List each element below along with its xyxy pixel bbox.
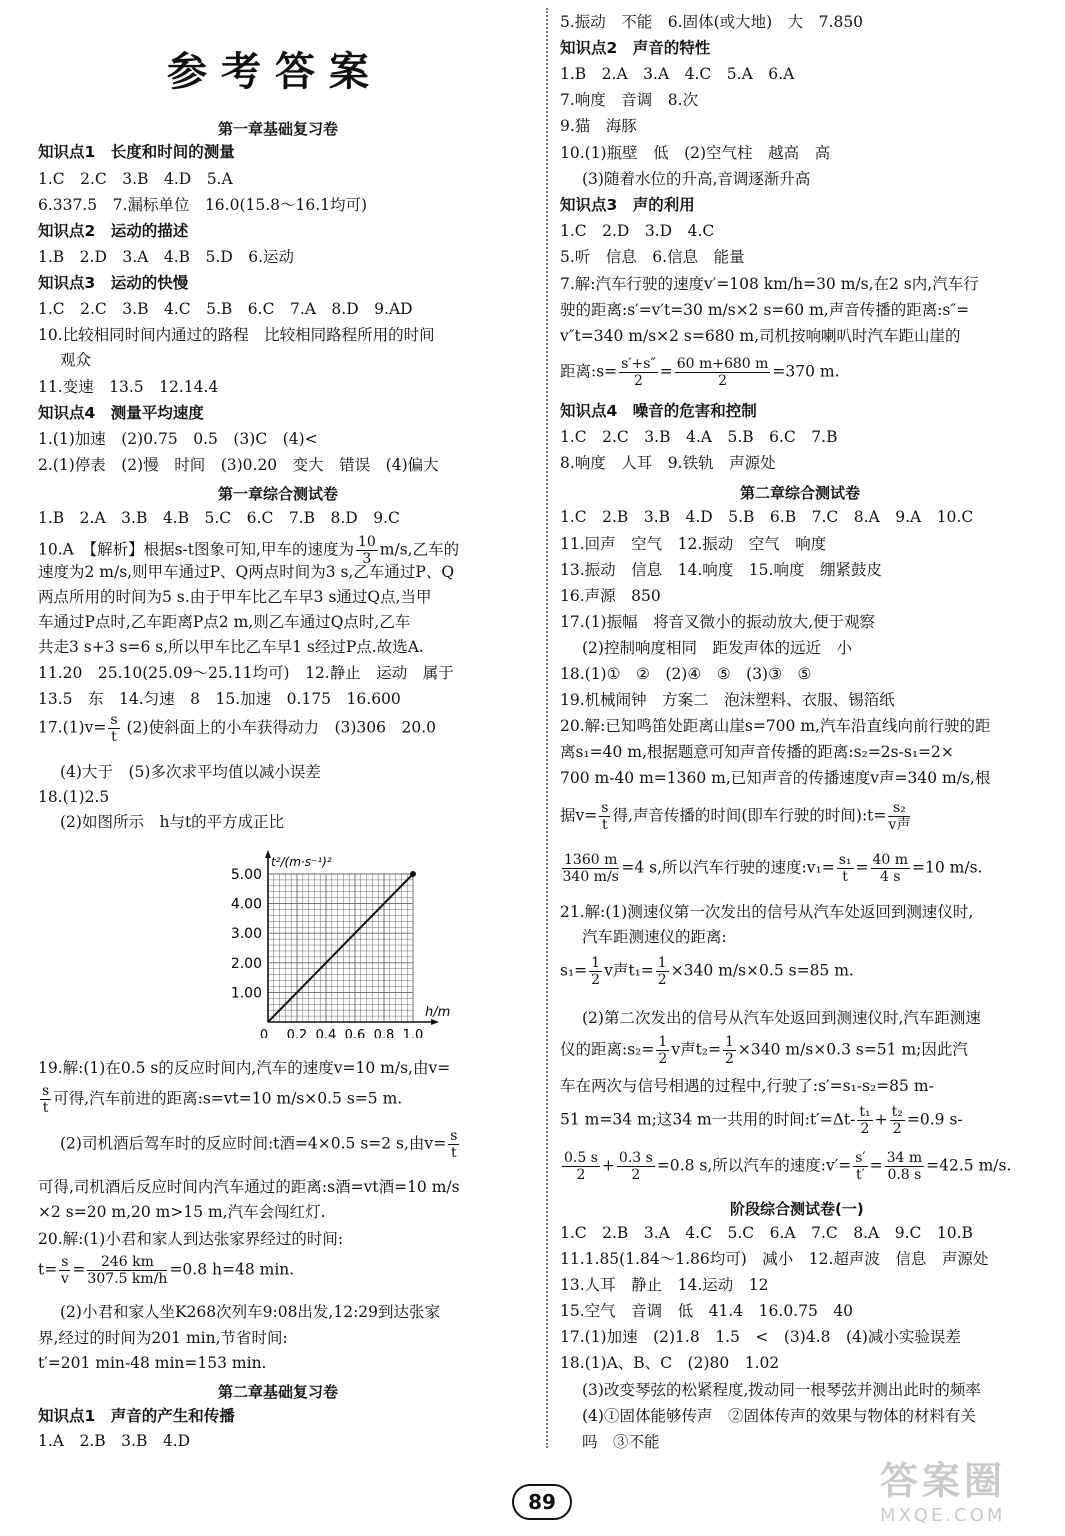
y-axis-label: t²/(m·s⁻¹)² xyxy=(271,855,332,869)
section-title: 第二章基础复习卷 xyxy=(218,1383,339,1401)
answer-line: 10.(1)瓶壁 低 (2)空气柱 越高 高 xyxy=(560,144,831,162)
answer-line: 11.变速 13.5 12.14.4 xyxy=(38,378,219,396)
fraction xyxy=(448,1128,459,1161)
answer-line: 离s₁=40 m,根据题意可知声音传播的距离:s₂=2s-s₁=2× xyxy=(560,743,954,761)
denominator: 2 xyxy=(633,373,643,389)
y-tick-label: 2.00 xyxy=(230,955,262,972)
numerator: 1 xyxy=(658,1034,668,1050)
answer-line xyxy=(38,1254,294,1287)
numerator: 1360 m xyxy=(564,852,618,868)
answer-line: 19.解:(1)在0.5 s的反应时间内,汽车的速度v=10 m/s,由v= xyxy=(38,1059,451,1077)
answer-line: 7.解:汽车行驶的速度v′=108 km/h=30 m/s,在2 s内,汽车行 xyxy=(560,275,979,293)
answer-line: 观众 xyxy=(60,351,92,369)
x-tick-label: 1.0 xyxy=(402,1028,424,1038)
fraction xyxy=(871,852,911,885)
numerator: s xyxy=(601,800,609,816)
answer-line: 18.(1)① ② (2)④ ⑤ (3)③ ⑤ xyxy=(560,665,812,683)
answer-line: 19.机械闹钟 方案二 泡沫塑料、衣服、锡箔纸 xyxy=(560,691,895,709)
answer-line: (3)随着水位的升高,音调逐渐升高 xyxy=(582,170,811,188)
y-tick-label: 5.00 xyxy=(230,867,262,883)
fraction xyxy=(837,852,854,885)
fraction xyxy=(656,955,669,988)
numerator: 10 xyxy=(357,534,376,550)
knowledge-point-heading: 知识点2 声音的特性 xyxy=(560,39,711,57)
answer-line: (2)小君和家人坐K268次列车9:08出发,12:29到达张家 xyxy=(60,1303,441,1321)
answer-line: 6.337.5 7.漏标单位 16.0(15.8～16.1均可) xyxy=(38,196,368,214)
text: 可得,汽车前进的距离:s=vt=10 m/s×0.5 s=5 m. xyxy=(53,1089,403,1108)
denominator: t xyxy=(111,729,117,745)
answer-line: 700 m-40 m=1360 m,已知声音的传播速度v声=340 m/s,根 xyxy=(560,769,991,787)
denominator: 0.8 s xyxy=(887,1167,922,1183)
answer-line: 9.猫 海豚 xyxy=(560,117,637,135)
fraction xyxy=(562,852,619,885)
knowledge-point-heading: 知识点2 运动的描述 xyxy=(38,222,189,240)
fraction xyxy=(40,1083,51,1116)
numerator: s xyxy=(61,1254,69,1270)
answer-line: 11.1.85(1.84～1.86均可) 减小 12.超声波 信息 声源处 xyxy=(560,1250,989,1268)
answer-line xyxy=(38,1083,402,1116)
answer-line: 车通过P点时,乙车距离P点2 m,则乙车通过Q点时,乙车 xyxy=(38,613,411,631)
answer-line: 18.(1)A、B、C (2)80 1.02 xyxy=(560,1354,780,1372)
text: + xyxy=(601,1156,615,1175)
denominator: 2 xyxy=(658,1051,668,1067)
numerator: s xyxy=(450,1128,458,1144)
text: =4 s,所以汽车行驶的速度:v₁= xyxy=(621,858,835,877)
numerator: 1 xyxy=(591,955,601,971)
denominator: 2 xyxy=(725,1051,734,1067)
knowledge-point-heading: 知识点4 噪音的危害和控制 xyxy=(560,402,757,420)
answer-line: 5.振动 不能 6.固体(或大地) 大 7.850 xyxy=(560,13,864,31)
numerator: t₂ xyxy=(891,1104,903,1120)
numerator: t₁ xyxy=(859,1104,871,1120)
text: t= xyxy=(38,1260,58,1279)
answer-line: 17.(1)振幅 将音叉微小的振动放大,便于观察 xyxy=(560,613,876,631)
numerator: s′+s″ xyxy=(621,356,656,372)
answer-line: 18.(1)2.5 xyxy=(38,788,110,806)
x-tick-label: 0.4 xyxy=(315,1028,337,1038)
answer-line: 1.B 2.A 3.B 4.B 5.C 6.C 7.B 8.D 9.C xyxy=(38,509,400,527)
x-tick-label: 0.2 xyxy=(286,1028,308,1038)
text: v声t₂= xyxy=(671,1040,721,1059)
answer-line: 1.A 2.B 3.B 4.D xyxy=(38,1432,191,1450)
text: =370 m. xyxy=(772,362,840,381)
answer-line: 10.比较相同时间内通过的路程 比较相同路程所用的时间 xyxy=(38,326,435,344)
text: =0.8 s,所以汽车的速度:v′= xyxy=(656,1156,852,1175)
knowledge-point-heading: 知识点3 运动的快慢 xyxy=(38,274,189,292)
data-point xyxy=(410,871,416,877)
text: v声t₁= xyxy=(604,961,654,980)
answer-line: 1.C 2.B 3.B 4.D 5.B 6.B 7.C 8.A 9.A 10.C xyxy=(560,508,974,526)
watermark-logo xyxy=(880,1450,1050,1530)
numerator: s xyxy=(110,712,118,728)
section-title: 阶段综合测试卷(一) xyxy=(730,1200,864,1218)
denominator: 2 xyxy=(657,972,667,988)
fraction xyxy=(59,1254,70,1287)
answer-line xyxy=(560,356,840,389)
denominator: t xyxy=(602,817,608,833)
fraction xyxy=(589,955,602,988)
fraction xyxy=(675,356,771,389)
x-tick-label: 0.8 xyxy=(373,1028,395,1038)
answer-line: 汽车距测速仪的距离: xyxy=(582,928,727,946)
text: =42.5 m/s. xyxy=(926,1156,1012,1175)
text: 据v= xyxy=(560,806,598,825)
answer-line xyxy=(60,1128,461,1161)
t-squared-vs-h-chart xyxy=(188,838,458,1038)
text: 10.A 【解析】根据s-t图象可知,甲车的速度为 xyxy=(38,540,354,559)
denominator: 307.5 km/h xyxy=(87,1271,168,1287)
numerator: 0.5 s xyxy=(564,1150,598,1166)
denominator: t′ xyxy=(856,1167,865,1183)
denominator: t xyxy=(450,1145,457,1161)
answer-line: 两点所用的时间为5 s.由于甲车比乙车早3 s通过Q点,当甲 xyxy=(38,588,432,606)
text: = xyxy=(855,858,869,877)
answer-line: 驶的距离:s′=v′t=30 m/s×2 s=60 m,声音传播的距离:s″= xyxy=(560,301,970,319)
text: =10 m/s. xyxy=(912,858,983,877)
text: 得,声音传播的时间(即车行驶的时间):t= xyxy=(612,806,887,825)
denominator: t xyxy=(42,1100,49,1116)
answer-line: 13.振动 信息 14.响度 15.响度 绷紧鼓皮 xyxy=(560,561,882,579)
denominator: 2 xyxy=(718,373,727,389)
answer-line: ×2 s=20 m,20 m>15 m,汽车会闯红灯. xyxy=(38,1203,326,1221)
section-title: 第一章综合测试卷 xyxy=(218,485,339,503)
answer-line xyxy=(560,800,912,833)
answer-line: 1.C 2.C 3.B 4.A 5.B 6.C 7.B xyxy=(560,428,838,446)
fraction xyxy=(888,800,910,833)
fraction xyxy=(890,1104,905,1137)
text: =0.8 h=48 min. xyxy=(169,1260,295,1279)
answer-line: t′=201 min-48 min=153 min. xyxy=(38,1354,267,1372)
denominator: t xyxy=(842,869,848,885)
answer-line: 7.响度 音调 8.次 xyxy=(560,91,699,109)
answer-line: 1.C 2.C 3.B 4.C 5.B 6.C 7.A 8.D 9.AD xyxy=(38,300,413,318)
answer-line: 吗 ③不能 xyxy=(582,1433,660,1451)
section-title: 第二章综合测试卷 xyxy=(740,484,861,502)
answer-line: (3)改变琴弦的松紧程度,拨动同一根琴弦并测出此时的频率 xyxy=(582,1381,981,1399)
text: (2)司机酒后驾车时的反应时间:t酒=4×0.5 s=2 s,由v= xyxy=(60,1134,447,1153)
numerator: s′ xyxy=(855,1150,866,1166)
numerator: 0.3 s xyxy=(618,1150,653,1166)
fraction xyxy=(617,1150,655,1183)
text: 距离:s= xyxy=(560,362,618,381)
fraction xyxy=(723,1034,736,1067)
denominator: v声 xyxy=(888,817,911,833)
numerator: 40 m xyxy=(872,852,909,868)
fraction xyxy=(857,1104,872,1137)
numerator: 34 m xyxy=(886,1150,923,1166)
numerator: 1 xyxy=(657,955,667,971)
numerator: s₁ xyxy=(838,852,852,868)
answer-line: 21.解:(1)测速仪第一次发出的信号从汽车处返回到测速仪时, xyxy=(560,903,974,921)
denominator: v xyxy=(60,1271,69,1287)
answer-line xyxy=(38,712,436,745)
knowledge-point-heading: 知识点1 长度和时间的测量 xyxy=(38,143,235,161)
data-line xyxy=(268,874,413,1022)
answer-line: (4)大于 (5)多次求平均值以减小误差 xyxy=(60,763,321,781)
fraction xyxy=(656,1034,669,1067)
text: + xyxy=(874,1110,888,1129)
page-number: 89 xyxy=(512,1484,572,1520)
text: 17.(1)v= xyxy=(38,718,107,737)
knowledge-point-heading: 知识点4 测量平均速度 xyxy=(38,404,204,422)
answer-line: 13.5 东 14.匀速 8 15.加速 0.175 16.600 xyxy=(38,690,401,708)
y-tick-label: 3.00 xyxy=(230,926,262,943)
page-title: 参考答案 xyxy=(167,49,383,95)
fraction xyxy=(87,1254,167,1287)
answer-line: 速度为2 m/s,则甲车通过P、Q两点时间为3 s,乙车通过P、Q xyxy=(38,563,455,581)
text: = xyxy=(72,1260,86,1279)
section-title: 第一章基础复习卷 xyxy=(218,120,339,138)
fraction xyxy=(885,1150,925,1183)
answer-line: 5.听 信息 6.信息 能量 xyxy=(560,248,745,266)
answer-line: 1.B 2.D 3.A 4.B 5.D 6.运动 xyxy=(38,248,295,266)
text: ×340 m/s×0.3 s=51 m;因此汽 xyxy=(737,1040,968,1059)
x-tick-label: 0 xyxy=(259,1028,269,1038)
answer-line: 共走3 s+3 s=6 s,所以甲车比乙车早1 s经过P点.故选A. xyxy=(38,638,424,656)
answer-line xyxy=(560,852,983,885)
x-tick-label: 0.6 xyxy=(344,1028,366,1038)
column-divider xyxy=(546,8,548,1448)
numerator: s₂ xyxy=(888,800,910,817)
answer-line: 1.B 2.A 3.A 4.C 5.A 6.A xyxy=(560,65,795,83)
fraction xyxy=(853,1150,867,1183)
answer-line: 2.(1)停表 (2)慢 时间 (3)0.20 变大 错误 (4)偏大 xyxy=(38,456,439,474)
fraction xyxy=(562,1150,600,1183)
answer-line: 11.20 25.10(25.09～25.11均可) 12.静止 运动 属于 xyxy=(38,664,454,682)
fraction xyxy=(108,712,119,745)
denominator: 2 xyxy=(576,1167,586,1183)
answer-line: 车在两次与信号相遇的过程中,行驶了:s′=s₁-s₂=85 m- xyxy=(560,1077,934,1095)
text: = xyxy=(869,1156,883,1175)
answer-line xyxy=(560,1104,963,1137)
answer-line: 16.声源 850 xyxy=(560,587,661,605)
denominator: 4 s xyxy=(880,869,901,885)
answer-line: (2)如图所示 h与t的平方成正比 xyxy=(60,813,285,831)
numerator: s xyxy=(42,1083,50,1099)
answer-line: 20.解:(1)小君和家人到达张家界经过的时间: xyxy=(38,1230,344,1248)
answer-line xyxy=(560,1034,968,1067)
answer-line: (2)控制响度相同 距发声体的远近 小 xyxy=(582,639,852,657)
text: 仪的距离:s₂= xyxy=(560,1040,655,1059)
answer-line: 可得,司机酒后反应时间内汽车通过的距离:s酒=vt酒=10 m/s xyxy=(38,1178,460,1196)
answer-line: 15.空气 音调 低 41.4 16.0.75 40 xyxy=(560,1302,854,1320)
answer-line: 1.C 2.D 3.D 4.C xyxy=(560,222,715,240)
watermark-url: MXQE.COM xyxy=(880,1505,1006,1526)
text: 51 m=34 m;这34 m一共用的时间:t′=Δt- xyxy=(560,1110,856,1129)
answer-line xyxy=(560,955,854,988)
denominator: 2 xyxy=(860,1121,870,1137)
answer-line: v″t=340 m/s×2 s=680 m,司机按响喇叭时汽车距山崖的 xyxy=(560,327,961,345)
answer-line: 1.C 2.C 3.B 4.D 5.A xyxy=(38,170,233,188)
answer-line: (2)第二次发出的信号从汽车处返回到测速仪时,汽车距测速 xyxy=(582,1009,981,1027)
fraction xyxy=(619,356,658,389)
y-tick-label: 1.00 xyxy=(230,985,262,1002)
denominator: 2 xyxy=(591,972,601,988)
denominator: 3 xyxy=(362,551,372,567)
answer-line: 20.解:已知鸣笛处距离山崖s=700 m,汽车沿直线向前行驶的距 xyxy=(560,717,991,735)
text: ×340 m/s×0.5 s=85 m. xyxy=(670,961,854,980)
watermark-text: 答案圈 xyxy=(880,1459,1007,1503)
numerator: 1 xyxy=(725,1034,734,1050)
answer-line: 1.(1)加速 (2)0.75 0.5 (3)C (4)< xyxy=(38,430,318,448)
numerator: 246 km xyxy=(87,1254,167,1271)
answer-line xyxy=(560,1150,1011,1183)
text: = xyxy=(659,362,673,381)
text: =0.9 s- xyxy=(906,1110,963,1129)
denominator: 340 m/s xyxy=(562,869,619,885)
text: s₁= xyxy=(560,961,588,980)
answer-line: 13.人耳 静止 14.运动 12 xyxy=(560,1276,769,1294)
knowledge-point-heading: 知识点1 声音的产生和传播 xyxy=(38,1407,235,1425)
denominator: 2 xyxy=(631,1167,641,1183)
numerator: 60 m+680 m xyxy=(676,356,769,372)
answer-line: (4)①固体能够传声 ②固体传声的效果与物体的材料有关 xyxy=(582,1407,976,1425)
text: m/s,乙车的 xyxy=(379,540,460,559)
answer-line: 11.回声 空气 12.振动 空气 响度 xyxy=(560,535,827,553)
answer-line: 界,经过的时间为201 min,节省时间: xyxy=(38,1329,288,1347)
x-axis-label: h/m xyxy=(425,1005,451,1020)
answer-line: 8.响度 人耳 9.铁轨 声源处 xyxy=(560,454,776,472)
answer-line: 1.C 2.B 3.A 4.C 5.C 6.A 7.C 8.A 9.C 10.B xyxy=(560,1224,973,1242)
text: (2)使斜面上的小车获得动力 (3)306 20.0 xyxy=(126,718,436,737)
denominator: 2 xyxy=(892,1121,902,1137)
fraction xyxy=(599,800,610,833)
answer-line: 17.(1)加速 (2)1.8 1.5 < (3)4.8 (4)减小实验误差 xyxy=(560,1328,961,1346)
knowledge-point-heading: 知识点3 声的利用 xyxy=(560,196,695,214)
y-tick-label: 4.00 xyxy=(230,896,262,913)
